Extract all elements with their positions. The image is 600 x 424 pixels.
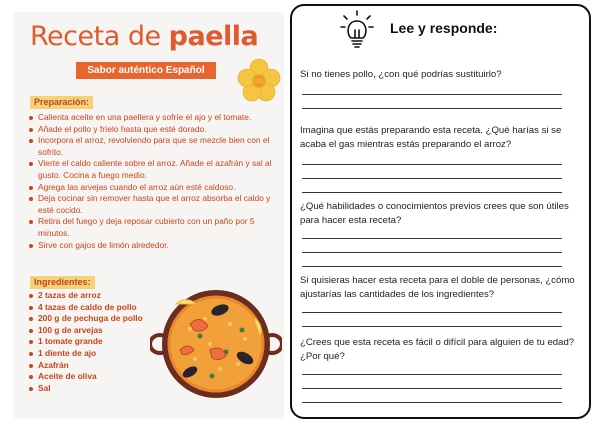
preparation-label: Preparación: [30,96,93,109]
answer-line[interactable] [302,326,562,327]
step-item: Añade el pollo y fríelo hasta que esté dorado. [28,124,280,136]
question-1: Si no tienes pollo, ¿con qué podrías sustituirlo? [300,69,502,80]
step-item: Agrega las arvejas cuando el arroz aún esté caldoso. [28,182,280,194]
ingredient-item: Azafrán [28,360,158,372]
ingredient-item: Aceite de oliva [28,371,158,383]
paella-pan-icon [150,284,282,404]
flower-icon [236,58,282,104]
answer-line[interactable] [302,164,562,165]
recipe-title [30,20,280,54]
question-5: ¿Crees que esta receta es fácil o difícil para alguien de tu edad? ¿Por qué? [300,337,575,362]
step-item: Sirve con gajos de limón alrededor. [28,240,280,252]
worksheet-heading: Lee y responde: [390,20,498,36]
preparation-steps [28,112,280,251]
question-3: ¿Qué habilidades o conocimientos previos crees que son útiles para hacer esta receta? [300,201,569,226]
step-item: Incorpora el arroz, revolviendo para que se mezcle bien con el sofrito. [28,135,280,158]
step-item: Calienta aceite en una paellera y sofríe el ajo y el tomate. [28,112,280,124]
answer-line[interactable] [302,238,562,239]
answer-line[interactable] [302,388,562,389]
lightbulb-icon [340,10,374,50]
ingredients-label: Ingredientes: [30,276,95,289]
ingredient-item: 4 tazas de caldo de pollo [28,302,158,314]
answer-line[interactable] [302,108,562,109]
answer-line[interactable] [302,178,562,179]
ingredient-item: 1 tomate grande [28,336,158,348]
answer-line[interactable] [302,94,562,95]
ingredient-item: 1 diente de ajo [28,348,158,360]
answer-line[interactable] [302,266,562,267]
title-normal: Receta de [30,21,169,52]
answer-line[interactable] [302,252,562,253]
answer-line[interactable] [302,312,562,313]
ingredient-item: 200 g de pechuga de pollo [28,313,158,325]
question-2: Imagina que estás preparando esta receta. ¿Qué harías si se acaba el gas mientras estás preparando el arroz? [300,125,562,150]
answer-line[interactable] [302,192,562,193]
ingredient-item: 2 tazas de arroz [28,290,158,302]
ingredient-item: Sal [28,383,158,395]
step-item: Retira del fuego y deja reposar cubierto con un paño por 5 minutos. [28,216,280,239]
step-item: Deja cocinar sin remover hasta que el arroz absorba el caldo y esté cocido. [28,193,280,216]
ingredients-list [28,290,158,394]
answer-line[interactable] [302,402,562,403]
question-4: Si quisieras hacer esta receta para el doble de personas, ¿cómo ajustarías las cantidades de los ingredientes? [300,275,575,300]
worksheet-panel [290,4,591,419]
recipe-panel [0,0,288,424]
answer-line[interactable] [302,374,562,375]
recipe-subtitle: Sabor auténtico Español [76,62,216,79]
title-bold: paella [168,21,259,52]
ingredient-item: 100 g de arvejas [28,325,158,337]
step-item: Vierte el caldo caliente sobre el arroz. Añade el azafrán y sal al gusto. Cocina a fuego medio. [28,158,280,181]
